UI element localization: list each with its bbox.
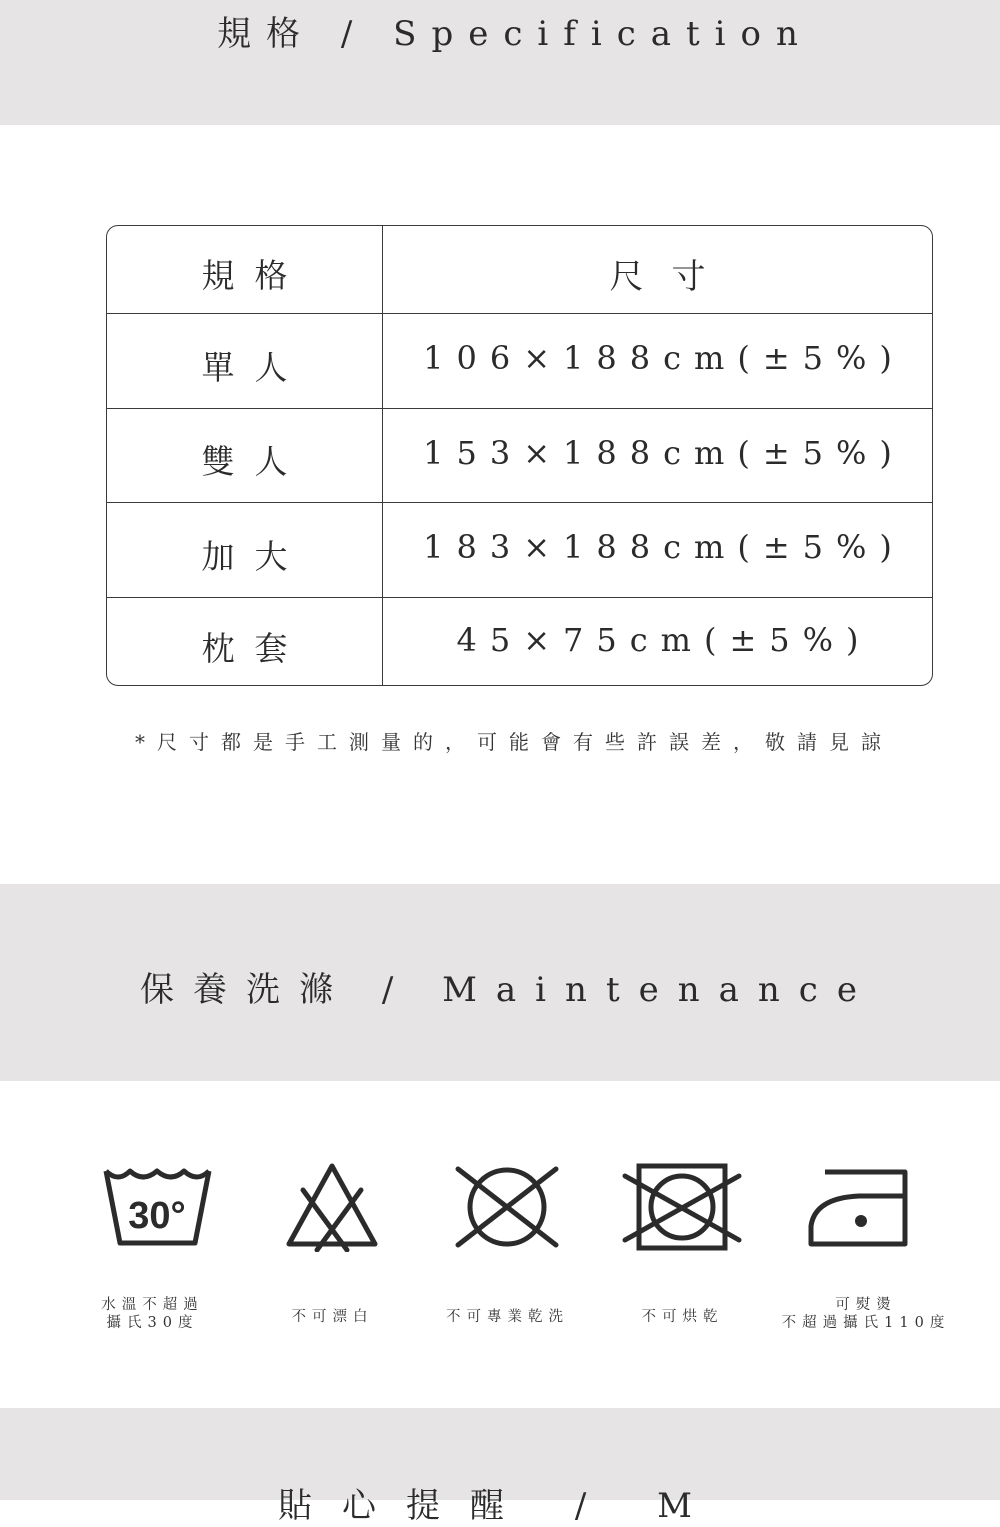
row-size: 183×188cm(±5%) bbox=[423, 528, 905, 566]
table-header-spec: 規格 bbox=[107, 226, 383, 313]
row-size: 106×188cm(±5%) bbox=[423, 339, 905, 377]
table-row bbox=[107, 408, 932, 502]
maintenance-heading: 保養洗滌 / Maintenance bbox=[140, 970, 876, 1010]
wash-temperature-badge: 30° bbox=[128, 1195, 186, 1237]
no-bleach-icon bbox=[285, 1160, 380, 1252]
table-header-size: 尺寸 bbox=[609, 257, 734, 297]
row-size: 153×188cm(±5%) bbox=[423, 433, 905, 472]
care-label-wash: 水溫不超過 攝氏30度 bbox=[101, 1297, 204, 1331]
specification-table bbox=[106, 225, 933, 686]
care-label-no-bleach: 不可漂白 bbox=[291, 1309, 374, 1325]
row-label: 單人 bbox=[107, 314, 383, 408]
table-row bbox=[107, 502, 932, 597]
table-header-row bbox=[107, 226, 932, 313]
care-label-no-dry-clean: 不可專業乾洗 bbox=[446, 1309, 569, 1325]
iron-icon bbox=[805, 1166, 911, 1250]
row-label: 枕套 bbox=[107, 598, 383, 686]
no-tumble-dry-icon bbox=[621, 1160, 743, 1254]
wash-30-icon bbox=[100, 1165, 215, 1250]
measurement-note: *尺寸都是手工測量的，可能會有些許誤差，敬請見諒 bbox=[135, 730, 893, 754]
specification-heading: 規格 / Specification bbox=[217, 14, 813, 54]
row-size: 45×75cm(±5%) bbox=[456, 620, 872, 659]
care-label-no-tumble-dry: 不可烘乾 bbox=[641, 1309, 724, 1325]
care-label-iron: 可熨燙 不超過攝氏110度 bbox=[781, 1297, 951, 1331]
row-label: 雙人 bbox=[107, 409, 383, 502]
table-row bbox=[107, 597, 932, 686]
row-label: 加大 bbox=[107, 503, 383, 597]
tips-heading: 貼心提醒 / M bbox=[278, 1486, 722, 1526]
no-dry-clean-icon bbox=[452, 1163, 562, 1251]
table-row bbox=[107, 313, 932, 408]
